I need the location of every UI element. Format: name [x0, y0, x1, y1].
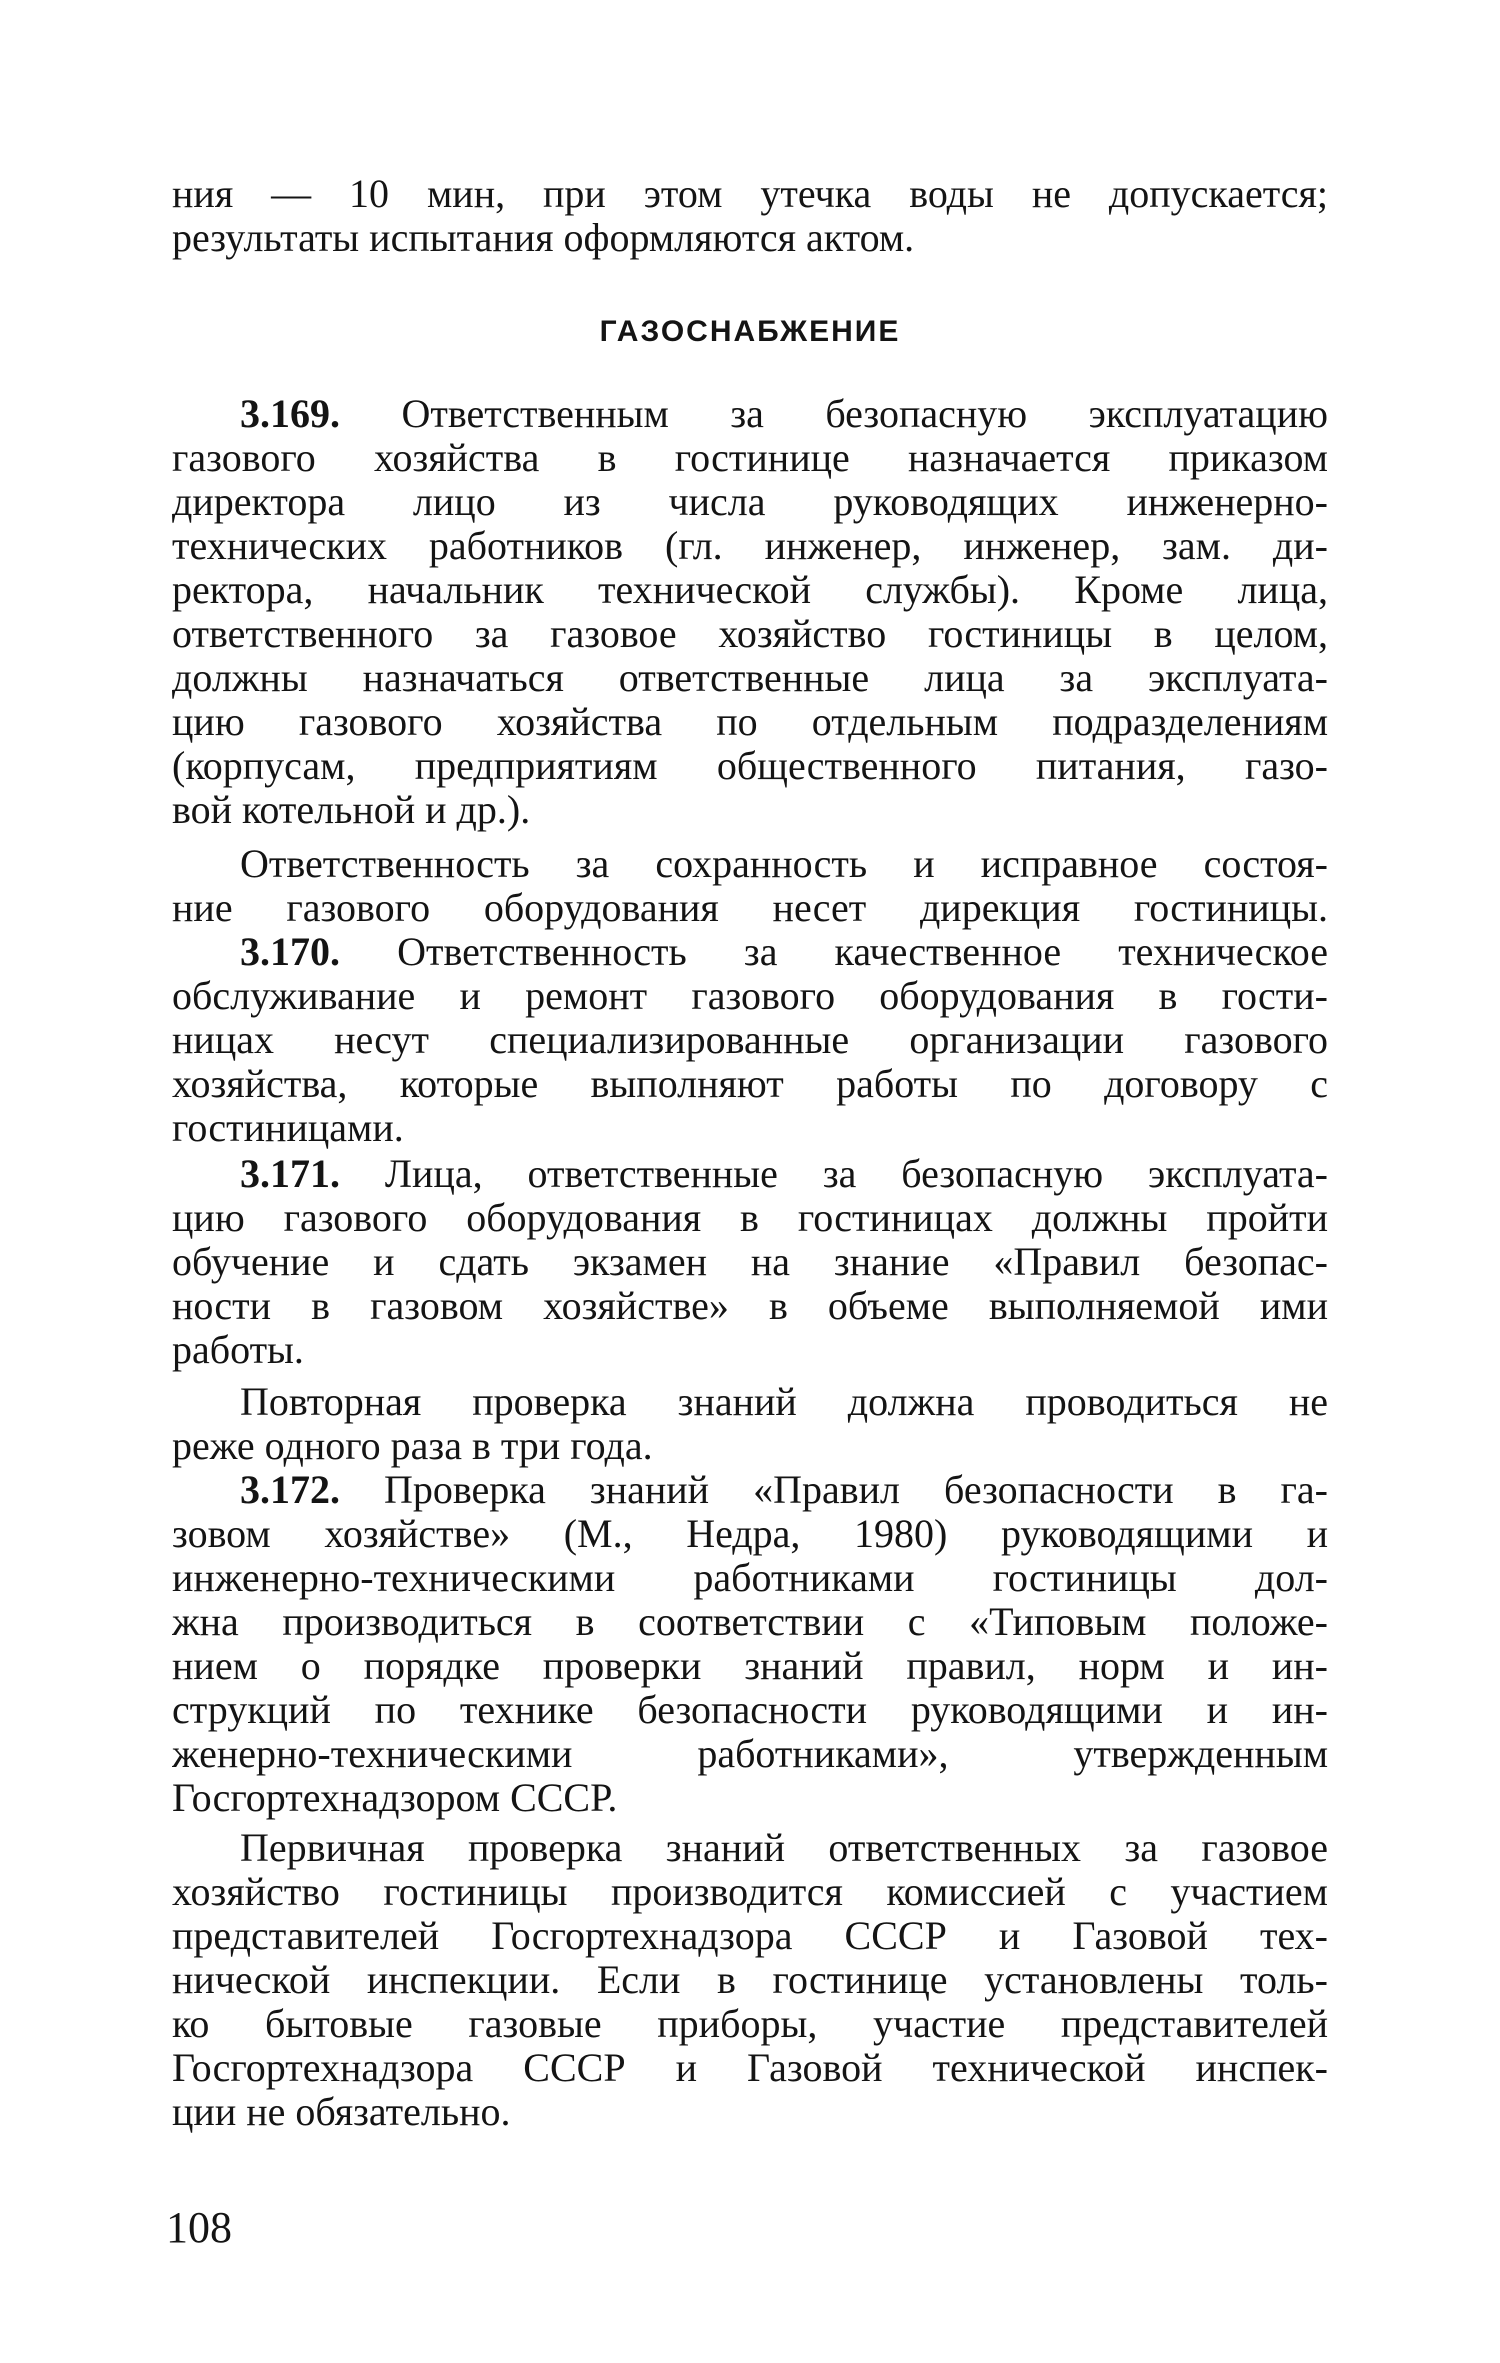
text-line: гостиницами. — [172, 1106, 404, 1150]
text-line: жна производиться в соответствии с «Типовым положе- — [172, 1600, 1328, 1644]
text-line: реже одного раза в три года. — [172, 1424, 653, 1468]
text-line: вой котельной и др.). — [172, 788, 531, 832]
text-line: нической инспекции. Если в гостинице установлены толь- — [172, 1958, 1328, 2002]
clause-number: 3.170. — [240, 930, 340, 974]
text-line: должны назначаться ответственные лица за эксплуата- — [172, 656, 1328, 700]
text-line: цию газового оборудования в гостиницах должны пройти — [172, 1196, 1328, 1240]
paragraph-first-line — [240, 1152, 1328, 1196]
text-line: ницах несут специализированные организации газового — [172, 1018, 1328, 1062]
paragraph-first-line — [240, 392, 1328, 436]
text-line: струкций по технике безопасности руководящими и ин- — [172, 1688, 1328, 1732]
text-line: Первичная проверка знаний ответственных за газовое — [240, 1826, 1328, 1870]
text-line: Госгортехнадзора СССР и Газовой технической инспек- — [172, 2046, 1328, 2090]
text-line: цию газового хозяйства по отдельным подразделениям — [172, 700, 1328, 744]
text-line: ния — 10 мин, при этом утечка воды не допускается; — [172, 172, 1328, 216]
text-line: хозяйство гостиницы производится комиссией с участием — [172, 1870, 1328, 1914]
text-line: обучение и сдать экзамен на знание «Правил безопас- — [172, 1240, 1328, 1284]
text-span: Проверка знаний «Правил безопасности в га- — [340, 1468, 1328, 1512]
paragraph-first-line — [240, 1468, 1328, 1512]
text-line: Ответственность за сохранность и исправное состоя- — [240, 842, 1328, 886]
text-line: работы. — [172, 1328, 304, 1372]
text-line: Повторная проверка знаний должна проводиться не — [240, 1380, 1328, 1424]
text-span: Ответственность за качественное техническое — [340, 930, 1328, 974]
clause-number: 3.172. — [240, 1468, 340, 1512]
text-line: ности в газовом хозяйстве» в объеме выполняемой ими — [172, 1284, 1328, 1328]
text-line: хозяйства, которые выполняют работы по договору с — [172, 1062, 1328, 1106]
text-line: нием о порядке проверки знаний правил, норм и ин- — [172, 1644, 1328, 1688]
text-line: зовом хозяйстве» (М., Недра, 1980) руководящими и — [172, 1512, 1328, 1556]
text-line: (корпусам, предприятиям общественного питания, газо- — [172, 744, 1328, 788]
text-line: ние газового оборудования несет дирекция гостиницы. — [172, 886, 1328, 930]
section-heading: ГАЗОСНАБЖЕНИЕ — [599, 315, 901, 348]
text-line: ректора, начальник технической службы). Кроме лица, — [172, 568, 1328, 612]
text-line: ответственного за газовое хозяйство гостиницы в целом, — [172, 612, 1328, 656]
text-line: Госгортехнадзором СССР. — [172, 1776, 618, 1820]
text-line: технических работников (гл. инженер, инженер, зам. ди- — [172, 524, 1328, 568]
paragraph-first-line — [240, 930, 1328, 974]
text-line: инженерно-техническими работниками гостиницы дол- — [172, 1556, 1328, 1600]
text-line: женерно-техническими работниками», утвержденным — [172, 1732, 1328, 1776]
clause-number: 3.171. — [240, 1152, 340, 1196]
text-line: результаты испытания оформляются актом. — [172, 216, 915, 260]
text-span: Лица, ответственные за безопасную эксплуата- — [340, 1152, 1328, 1196]
text-line: директора лицо из числа руководящих инженерно- — [172, 480, 1328, 524]
text-line: представителей Госгортехнадзора СССР и Газовой тех- — [172, 1914, 1328, 1958]
page-number: 108 — [166, 2203, 232, 2252]
text-line: газового хозяйства в гостинице назначается приказом — [172, 436, 1328, 480]
clause-number: 3.169. — [240, 392, 340, 436]
text-span: Ответственным за безопасную эксплуатацию — [340, 392, 1328, 436]
text-line: ции не обязательно. — [172, 2090, 511, 2134]
text-line: ко бытовые газовые приборы, участие представителей — [172, 2002, 1328, 2046]
text-line: обслуживание и ремонт газового оборудования в гости- — [172, 974, 1328, 1018]
